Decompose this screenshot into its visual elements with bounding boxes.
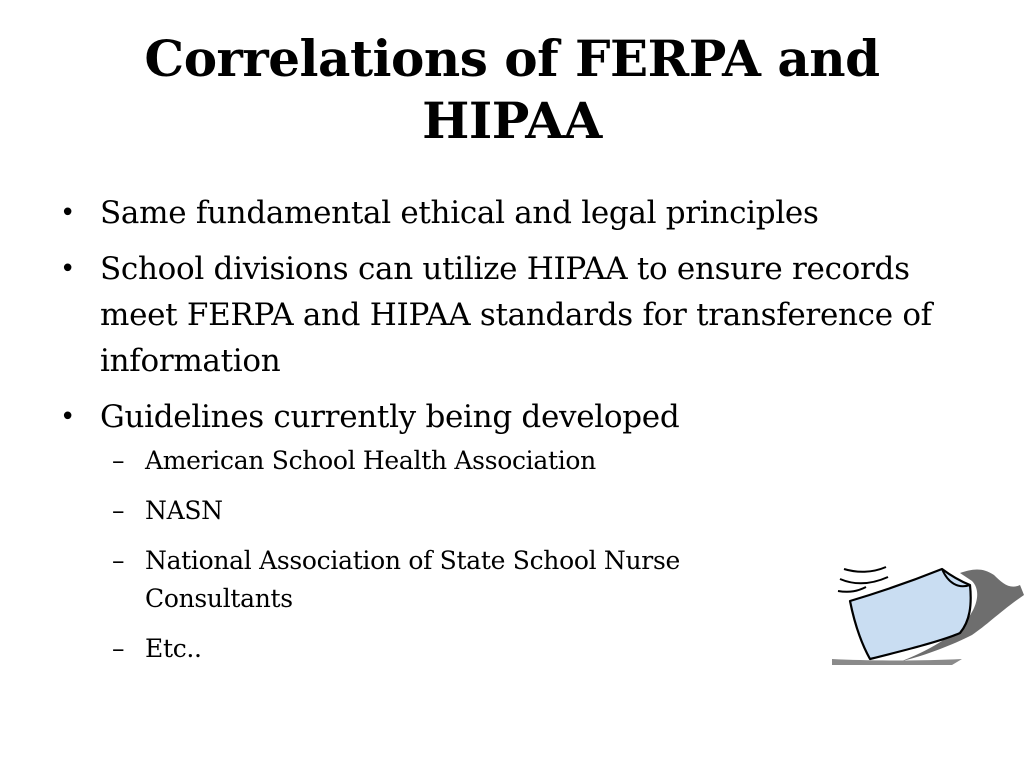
dash-glyph: – [112,546,125,575]
bullet-list [56,190,956,680]
dash-glyph: – [112,634,125,663]
clipart-motion-line [844,567,886,572]
bullet-item [56,394,956,668]
clipart-motion-line [838,587,866,592]
sub-bullet-item [56,542,956,618]
title-line-2: HIPAA [422,91,602,150]
bullet-glyph: • [60,198,76,228]
bullet-item [56,190,956,236]
sub-bullet-text: Etc.. [145,634,202,663]
clipart-motion-line [840,577,888,583]
title-line-1: Correlations of FERPA and [144,29,880,88]
paper-document-clipart-icon [832,555,1024,665]
sub-bullet-item [56,442,956,480]
slide-title [60,28,964,152]
bullet-text: School divisions can utilize HIPAA to ensure records meet FERPA and HIPAA standards for transference of information [100,251,932,379]
bullet-glyph: • [60,254,76,284]
bullet-text: Guidelines currently being developed [100,399,680,435]
bullet-item [56,246,956,384]
sub-bullet-text: National Association of State School Nurse Consultants [145,546,680,613]
dash-glyph: – [112,496,125,525]
dash-glyph: – [112,446,125,475]
bullet-text: Same fundamental ethical and legal principles [100,195,819,231]
clipart-shadow-base [832,659,962,665]
sub-bullet-item [56,630,956,668]
sub-bullet-text: American School Health Association [145,446,596,475]
sub-bullet-item [56,492,956,530]
sub-bullet-text: NASN [145,496,223,525]
sub-bullet-list [100,442,956,668]
bullet-glyph: • [60,402,76,432]
